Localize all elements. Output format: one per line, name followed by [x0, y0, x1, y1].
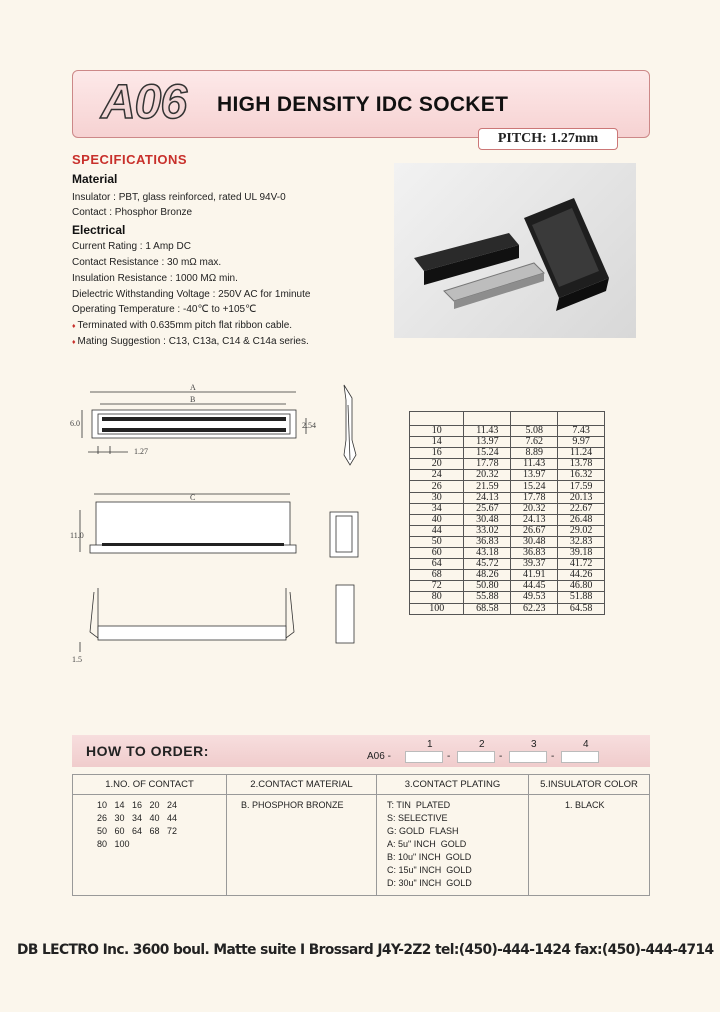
table-cell: 62.23 — [511, 603, 558, 614]
table-cell: 36.83 — [511, 548, 558, 559]
specifications-heading: SPECIFICATIONS — [72, 152, 188, 167]
table-cell: 13.97 — [511, 470, 558, 481]
dim-label-c: C — [190, 493, 196, 502]
table-cell: 20.32 — [464, 470, 511, 481]
table-cell: 14 — [410, 437, 464, 448]
table-row — [410, 448, 605, 459]
spec-note: ♦ Terminated with 0.635mm pitch flat ribbon cable. — [72, 320, 292, 331]
order-column-material — [227, 775, 377, 895]
table-cell: 20 — [410, 459, 464, 470]
table-cell: 16.32 — [558, 470, 605, 481]
table-cell: 43.18 — [464, 548, 511, 559]
table-cell: 24.13 — [464, 492, 511, 503]
table-cell: 68.58 — [464, 603, 511, 614]
dim-2-54: 2.54 — [302, 421, 316, 430]
table-row — [410, 592, 605, 603]
table-cell: 30.48 — [464, 514, 511, 525]
table-row — [410, 581, 605, 592]
table-cell: 17.78 — [464, 459, 511, 470]
table-cell: 41.91 — [511, 570, 558, 581]
table-cell: 22.67 — [558, 503, 605, 514]
table-cell: 41.72 — [558, 559, 605, 570]
table-cell: 64.58 — [558, 603, 605, 614]
table-cell: 26.48 — [558, 514, 605, 525]
order-column-header: 1.NO. OF CONTACT — [73, 775, 226, 795]
table-cell: 26.67 — [511, 525, 558, 536]
table-cell: 17.78 — [511, 492, 558, 503]
table-cell: 45.72 — [464, 559, 511, 570]
technical-drawing — [68, 380, 388, 670]
connector-photo-illustration — [394, 163, 636, 338]
table-cell: 46.80 — [558, 581, 605, 592]
table-cell: 50.80 — [464, 581, 511, 592]
table-cell: 30 — [410, 492, 464, 503]
pitch-badge: PITCH: 1.27mm — [478, 128, 618, 150]
order-slot-box — [457, 751, 495, 763]
table-cell: 44 — [410, 525, 464, 536]
table-cell: 39.37 — [511, 559, 558, 570]
order-column-body: 1. BLACK — [565, 800, 605, 810]
spec-line: Insulation Resistance : 1000 MΩ min. — [72, 273, 238, 284]
table-cell: 5.08 — [511, 426, 558, 437]
order-slot-number: 1 — [427, 739, 433, 750]
table-cell: 44.45 — [511, 581, 558, 592]
spec-line: Contact Resistance : 30 mΩ max. — [72, 257, 222, 268]
order-column-body: T: TIN PLATED S: SELECTIVE G: GOLD FLASH A: 5u" INCH GOLD B: 10u" INCH GOLD C: 15u" INCH GOLD D: 30u" INCH GOLD — [387, 800, 472, 888]
order-column-contacts — [73, 775, 227, 895]
table-cell: 11.43 — [464, 426, 511, 437]
table-cell: 29.02 — [558, 525, 605, 536]
table-cell: 60 — [410, 548, 464, 559]
table-cell: 21.59 — [464, 481, 511, 492]
order-slot-number: 4 — [583, 739, 589, 750]
table-header-row — [410, 412, 605, 426]
dim-11-0: 11.0 — [70, 531, 84, 540]
order-column-plating — [377, 775, 529, 895]
table-cell: 32.83 — [558, 536, 605, 547]
table-row — [410, 459, 605, 470]
table-cell: 20.32 — [511, 503, 558, 514]
dim-label-a: A — [190, 383, 196, 392]
table-cell: 40 — [410, 514, 464, 525]
table-cell: 64 — [410, 559, 464, 570]
table-cell: 50 — [410, 536, 464, 547]
table-cell: 11.24 — [558, 448, 605, 459]
order-column-header: 2.CONTACT MATERIAL — [227, 775, 376, 795]
table-cell: 72 — [410, 581, 464, 592]
company-footer: DB LECTRO Inc. 3600 boul. Matte suite I Brossard J4Y-2Z2 tel:(450)-444-1424 fax:(450)-444-4714 — [17, 942, 714, 958]
product-title: HIGH DENSITY IDC SOCKET — [217, 93, 509, 116]
order-column-header: 3.CONTACT PLATING — [377, 775, 528, 795]
table-cell: 9.97 — [558, 437, 605, 448]
table-cell: 80 — [410, 592, 464, 603]
table-cell: 24 — [410, 470, 464, 481]
table-row — [410, 536, 605, 547]
order-code-prefix: A06 - — [367, 751, 391, 762]
table-cell: 33.02 — [464, 525, 511, 536]
order-column-color — [529, 775, 649, 895]
spec-line: Contact : Phosphor Bronze — [72, 207, 193, 218]
order-dash: - — [551, 751, 555, 762]
table-row — [410, 481, 605, 492]
table-cell: 16 — [410, 448, 464, 459]
table-cell: 49.53 — [511, 592, 558, 603]
spec-note: ♦ Mating Suggestion : C13, C13a, C14 & C14a series. — [72, 336, 309, 347]
table-cell: 10 — [410, 426, 464, 437]
how-to-order-bar — [72, 735, 650, 767]
order-slot-number: 2 — [479, 739, 485, 750]
table-row — [410, 503, 605, 514]
table-header-cell — [410, 412, 464, 426]
order-slot-number: 3 — [531, 739, 537, 750]
order-column-body: B. PHOSPHOR BRONZE — [241, 800, 344, 810]
table-cell: 26 — [410, 481, 464, 492]
table-row — [410, 426, 605, 437]
spec-line: Current Rating : 1 Amp DC — [72, 241, 191, 252]
dimension-table — [409, 411, 605, 615]
table-cell: 13.97 — [464, 437, 511, 448]
table-header-cell — [464, 412, 511, 426]
table-cell: 68 — [410, 570, 464, 581]
table-cell: 25.67 — [464, 503, 511, 514]
table-row — [410, 548, 605, 559]
table-row — [410, 603, 605, 614]
product-photo — [394, 163, 636, 338]
table-cell: 100 — [410, 603, 464, 614]
table-cell: 8.89 — [511, 448, 558, 459]
table-cell: 24.13 — [511, 514, 558, 525]
order-options-table — [72, 774, 650, 896]
order-dash: - — [447, 751, 451, 762]
table-cell: 7.43 — [558, 426, 605, 437]
table-cell: 51.88 — [558, 592, 605, 603]
table-row — [410, 525, 605, 536]
table-cell: 30.48 — [511, 536, 558, 547]
table-header-cell — [511, 412, 558, 426]
order-dash: - — [499, 751, 503, 762]
spec-line: Dielectric Withstanding Voltage : 250V AC for 1minute — [72, 289, 311, 300]
table-cell: 55.88 — [464, 592, 511, 603]
dim-1-27: 1.27 — [134, 447, 148, 456]
table-cell: 17.59 — [558, 481, 605, 492]
table-cell: 20.13 — [558, 492, 605, 503]
table-row — [410, 559, 605, 570]
table-header-cell — [558, 412, 605, 426]
table-row — [410, 570, 605, 581]
table-cell: 13.78 — [558, 459, 605, 470]
table-cell: 48.26 — [464, 570, 511, 581]
order-column-body: 10 14 16 20 24 26 30 34 40 44 50 60 64 68 72 80 100 — [97, 800, 178, 849]
material-heading: Material — [72, 172, 118, 186]
table-cell: 15.24 — [464, 448, 511, 459]
order-slot-box — [509, 751, 547, 763]
table-cell: 34 — [410, 503, 464, 514]
table-row — [410, 514, 605, 525]
order-slot-box — [561, 751, 599, 763]
dim-label-b: B — [190, 395, 196, 404]
table-cell: 39.18 — [558, 548, 605, 559]
dim-1-5: 1.5 — [72, 655, 82, 664]
spec-line: Insulator : PBT, glass reinforced, rated UL 94V-0 — [72, 192, 286, 203]
dim-6-0: 6.0 — [70, 419, 80, 428]
order-slot-box — [405, 751, 443, 763]
order-code — [367, 737, 647, 765]
spec-line: Operating Temperature : -40℃ to +105℃ — [72, 304, 257, 315]
table-row — [410, 470, 605, 481]
how-to-order-title: HOW TO ORDER: — [86, 743, 209, 759]
electrical-heading: Electrical — [72, 223, 126, 237]
table-cell: 36.83 — [464, 536, 511, 547]
table-cell: 11.43 — [511, 459, 558, 470]
table-row — [410, 492, 605, 503]
table-cell: 15.24 — [511, 481, 558, 492]
order-column-header: 5.INSULATOR COLOR — [529, 775, 649, 795]
table-cell: 44.26 — [558, 570, 605, 581]
series-code: A06 — [101, 76, 187, 129]
table-cell: 7.62 — [511, 437, 558, 448]
table-row — [410, 437, 605, 448]
